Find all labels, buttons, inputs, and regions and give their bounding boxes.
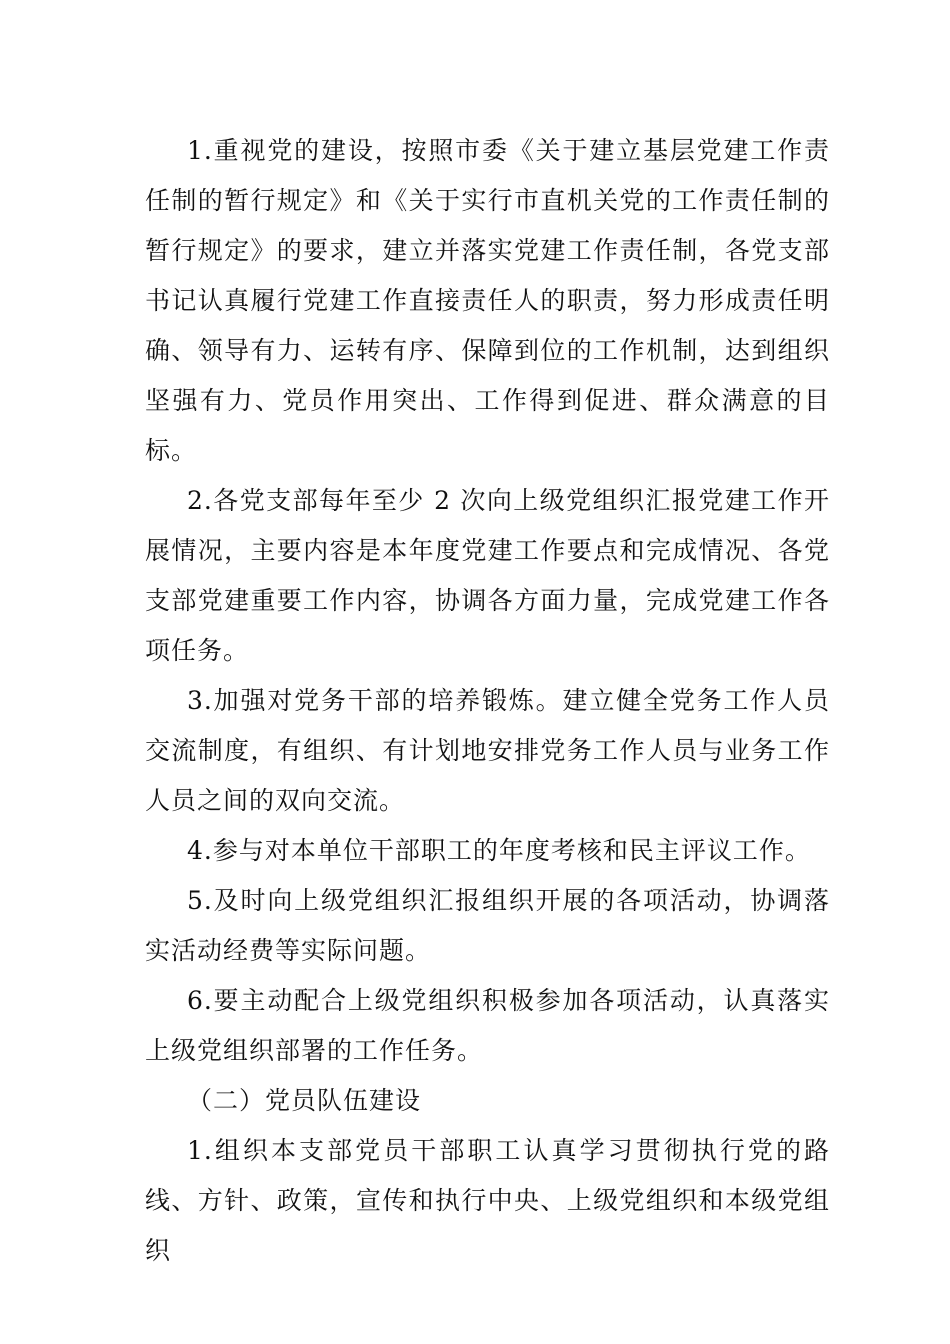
paragraph-cadre-training: 3.加强对党务干部的培养锻炼。建立健全党务工作人员交流制度，有组织、有计划地安排党务工作人员与业务工作人员之间的双向交流。 [145,686,830,815]
paragraph-activity-report: 5.及时向上级党组织汇报组织开展的各项活动，协调落实活动经费等实际问题。 [145,886,830,965]
paragraph-annual-assessment: 4.参与对本单位干部职工的年度考核和民主评议工作。 [187,836,811,865]
document-body [145,126,830,1276]
paragraph-party-building-responsibility: 1.重视党的建设，按照市委《关于建立基层党建工作责任制的暂行规定》和《关于实行市直机关党的工作责任制的暂行规定》的要求，建立并落实党建工作责任制，各党支部书记认真履行党建工作直接责任人的职责，努力形成责任明确、领导有力、运转有序、保障到位的工作机制，达到组织坚强有力、党员作用突出、工作得到促进、群众满意的目标。 [145,136,830,465]
section-heading-member-team: （二）党员队伍建设 [187,1086,422,1115]
paragraph-study-party-line: 1.组织本支部党员干部职工认真学习贯彻执行党的路线、方针、政策，宣传和执行中央、上级党组织和本级党组织 [145,1136,830,1265]
paragraph-cooperate-activities: 6.要主动配合上级党组织积极参加各项活动，认真落实上级党组织部署的工作任务。 [145,986,830,1065]
paragraph-report-to-superior: 2.各党支部每年至少 2 次向上级党组织汇报党建工作开展情况，主要内容是本年度党建工作要点和完成情况、各党支部党建重要工作内容，协调各方面力量，完成党建工作各项任务。 [145,486,830,665]
